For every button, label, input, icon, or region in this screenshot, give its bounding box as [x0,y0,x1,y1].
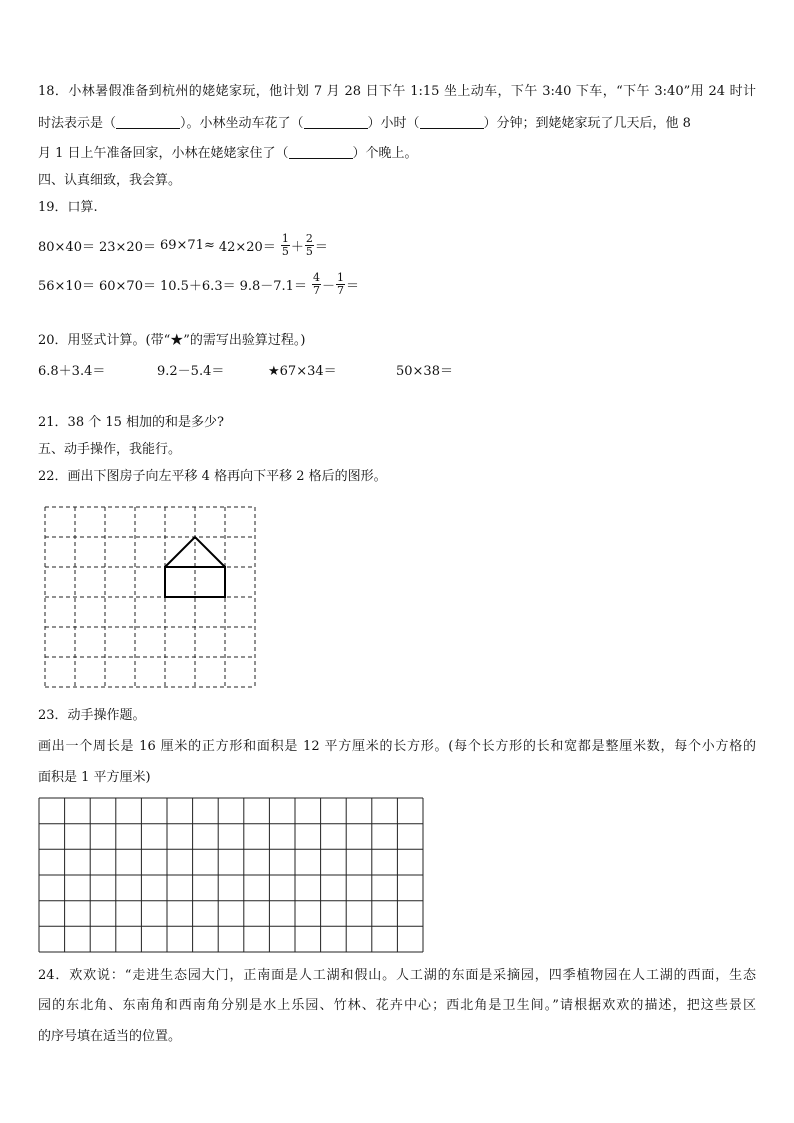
frac-equals: ＝ [314,239,328,255]
q18-line1: 18．小林暑假准备到杭州的姥姥家玩，他计划 7 月 28 日下午 1:15 坐上动车，下午 3:40 下车，“下午 3:40”用 24 时计 [38,84,756,99]
q19-r1-item1: 80×40＝ [38,239,95,255]
answer-blank-24h-time[interactable] [116,116,180,129]
q21: 21．38 个 15 相加的和是多少? [38,415,224,430]
q19-r1-item3: 69×71≈ [159,237,215,253]
q19-r2-item3: 10.5＋6.3＝ [159,278,236,294]
q20-item1: 6.8＋3.4＝ [38,364,106,379]
fraction-2-5 [305,233,314,258]
q19-title: 19．口算. [38,200,98,215]
q20-item2: 9.2－5.4＝ [157,364,225,379]
frac-num: 4 [312,270,320,284]
answer-blank-hours[interactable] [304,116,368,129]
frac-den: 5 [305,244,313,258]
fraction-4-7 [312,272,321,297]
frac-equals: ＝ [345,278,359,294]
q18-line2-b: ）。小林坐动车花了（ [180,116,304,131]
q18-line2-a: 时法表示是（ [38,116,117,131]
q18-line2-d: ）分钟；到姥姥家玩了几天后，他 8 [483,116,691,131]
q19-r1-item2: 23×20＝ [98,239,156,255]
q24-line3: 的序号填在适当的位置。 [38,1029,182,1044]
frac-num: 1 [336,270,344,284]
q18-line3-a: 月 1 日上午准备回家，小林在姥姥家住了（ [38,146,289,161]
q19-row1 [38,229,328,261]
q24-line2: 园的东北角、东南角和西南角分别是水上乐园、竹林、花卉中心；西北角是卫生间。”请根据欢欢的描述，把这些景区 [38,998,756,1013]
section-4-heading: 四、认真细致，我会算。 [38,173,182,188]
q20-item4: 50×38＝ [396,364,453,379]
q18-line2-c: ）小时（ [367,116,420,131]
fraction-1-7 [336,272,345,297]
frac-num: 2 [305,231,313,245]
answer-blank-nights[interactable] [289,146,353,159]
q18-line2 [38,116,691,132]
frac-den: 5 [281,244,289,258]
frac-operator: － [321,278,335,294]
q23-line2: 面积是 1 平方厘米) [38,770,151,785]
q23-line1: 画出一个周长是 16 厘米的正方形和面积是 12 平方厘米的长方形。(每个长方形的长和宽都是整厘米数，每个小方格的 [38,739,756,754]
q19-r1-item4: 42×20＝ [218,239,276,255]
frac-operator: ＋ [290,239,304,255]
q24-line1: 24．欢欢说：“走进生态园大门，正南面是人工湖和假山。人工湖的东面是采摘园，四季植物园在人工湖的西面，生态 [38,968,756,983]
q20-item3: ★67×34＝ [268,364,337,379]
answer-blank-minutes[interactable] [420,116,484,129]
q18-line3 [38,146,418,162]
house-dotted-grid[interactable] [40,502,264,692]
q20-title: 20．用竖式计算。(带“★”的需写出验算过程。) [38,333,306,348]
q18-line3-b: ）个晚上。 [352,146,418,161]
q19-row2 [38,268,359,300]
frac-den: 7 [336,283,344,297]
square-grid-paper[interactable] [38,797,428,957]
q19-r2-item2: 60×70＝ [98,278,156,294]
q23-title: 23．动手操作题。 [38,708,146,723]
q22: 22．画出下图房子向左平移 4 格再向下平移 2 格后的图形。 [38,469,387,484]
frac-den: 7 [312,283,320,297]
q19-r2-item1: 56×10＝ [38,278,95,294]
fraction-1-5 [281,233,290,258]
section-5-heading: 五、动手操作，我能行。 [38,442,182,457]
q19-r2-item4: 9.8－7.1＝ [239,278,307,294]
frac-num: 1 [281,231,289,245]
